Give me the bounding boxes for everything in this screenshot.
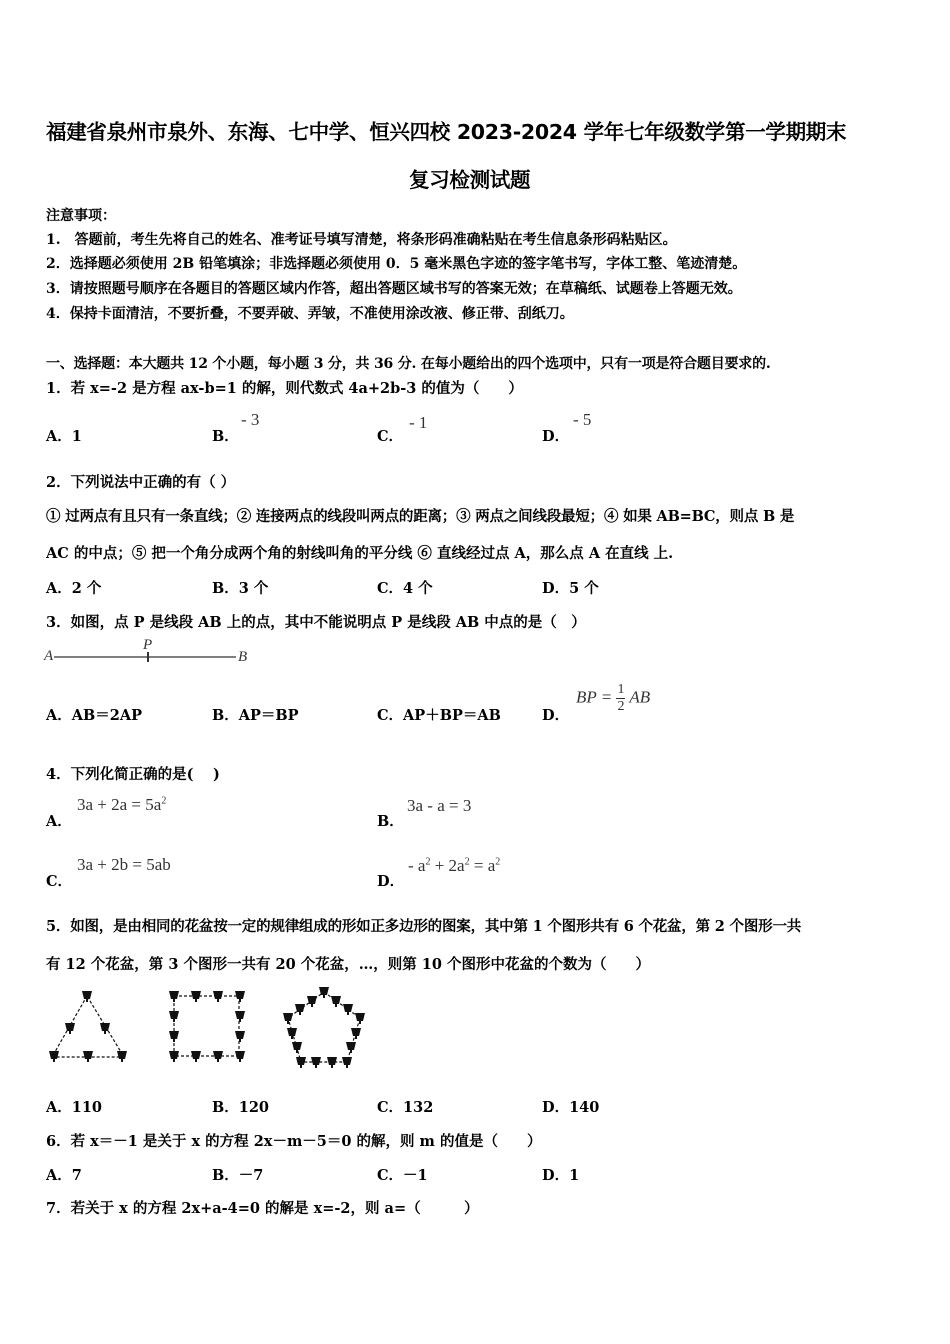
- q1-option-c-value: - 1: [409, 413, 428, 432]
- section-heading: 一、选择题：本大题共 12 个小题，每小题 3 分，共 36 分. 在每小题给出的四个选项中，只有一项是符合题目要求的.: [46, 356, 771, 372]
- q5-option-d: D．140: [542, 1099, 600, 1116]
- flowerpot-pattern-svg: [44, 982, 369, 1078]
- notice-heading: 注意事项：: [46, 208, 116, 224]
- q3-segment-figure: [44, 637, 260, 669]
- q1-option-d-label: D．: [542, 428, 570, 445]
- q6-option-c: C．－1: [377, 1167, 428, 1184]
- q5-option-c: C．132: [377, 1099, 434, 1116]
- point-b-label: B: [238, 649, 248, 665]
- q4-option-b-expr: 3a - a = 3: [407, 796, 472, 815]
- q2-option-c: C．4 个: [377, 580, 433, 597]
- q1-option-b-value: - 3: [241, 410, 260, 429]
- fraction-numerator: 1: [617, 682, 625, 697]
- expr-text: 3a + 2a = 5a: [77, 795, 162, 814]
- fraction-denominator: 2: [617, 699, 625, 714]
- q5-option-b: B．120: [212, 1099, 270, 1116]
- point-a-label: A: [44, 648, 54, 664]
- q5-option-a: A．110: [46, 1099, 103, 1116]
- q2-statements-line2: AC 的中点；⑤ 把一个角分成两个角的射线叫角的平分线 ⑥ 直线经过点 A，那么点 A 在直线 上.: [46, 545, 674, 562]
- q4-option-d-expr: [408, 856, 500, 876]
- q5-flowerpot-figures: [44, 982, 369, 1078]
- fraction-one-half: [616, 682, 625, 715]
- q4-option-d-label: D．: [377, 873, 405, 890]
- q3-option-b: B．AP＝BP: [212, 707, 299, 724]
- pentagon-pattern: [283, 987, 365, 1068]
- q1-option-d-value: - 5: [573, 410, 592, 429]
- q4-option-c-expr: 3a + 2b = 5ab: [77, 855, 171, 874]
- q1-stem: 1．若 x=-2 是方程 ax-b=1 的解，则代数式 4a+2b-3 的值为（ ）: [46, 380, 523, 397]
- q3-option-a: A．AB＝2AP: [46, 707, 142, 724]
- q1-option-a: A．1: [46, 428, 82, 445]
- notice-item-3: 3．请按照题号顺序在各题目的答题区域内作答，超出答题区域书写的答案无效；在草稿纸、试题卷上答题无效。: [46, 281, 742, 297]
- q2-option-a: A．2 个: [46, 580, 102, 597]
- q4-option-b-label: B．: [377, 813, 404, 830]
- expr-exponent: 2: [495, 856, 501, 868]
- expr-exponent: 2: [425, 856, 431, 868]
- page-title-line2: 复习检测试题: [409, 168, 531, 192]
- q4-option-c-label: C．: [46, 873, 73, 890]
- q4-stem: 4．下列化简正确的是( ): [46, 766, 220, 783]
- expr-part: = a: [469, 856, 496, 875]
- q3-option-c: C．AP＋BP＝AB: [377, 707, 501, 724]
- q4-option-a-expr: [77, 795, 166, 815]
- expr-part: - a: [408, 856, 426, 875]
- q3-option-d-label: D．: [542, 707, 570, 724]
- notice-item-2: 2．选择题必须使用 2B 铅笔填涂；非选择题必须使用 0．5 毫米黑色字迹的签字笔书写，字体工整、笔迹清楚。: [46, 256, 747, 272]
- q2-stem: 2．下列说法中正确的有（ ）: [46, 474, 236, 491]
- square-pattern: [169, 991, 245, 1062]
- expr-part: + 2a: [430, 856, 465, 875]
- q3-stem: 3．如图，点 P 是线段 AB 上的点，其中不能说明点 P 是线段 AB 中点的是（ ）: [46, 614, 586, 631]
- notice-item-4: 4．保持卡面清洁，不要折叠，不要弄破、弄皱，不准使用涂改液、修正带、刮纸刀。: [46, 306, 574, 322]
- q6-option-a: A．7: [46, 1167, 82, 1184]
- formula-left: BP =: [576, 687, 613, 707]
- q2-option-d: D．5 个: [542, 580, 599, 597]
- q6-option-d: D．1: [542, 1167, 580, 1184]
- expr-exponent: 2: [161, 795, 167, 807]
- triangle-pattern: [49, 991, 127, 1062]
- q5-stem-line2: 有 12 个花盆，第 3 个图形一共有 20 个花盆，…，则第 10 个图形中花盆的个数为（ ）: [46, 956, 651, 973]
- q1-option-b-label: B．: [212, 428, 239, 445]
- q5-stem-line1: 5．如图，是由相同的花盆按一定的规律组成的形如正多边形的图案，其中第 1 个图形共有 6 个花盆，第 2 个图形一共: [46, 918, 802, 935]
- q6-stem: 6．若 x＝－1 是关于 x 的方程 2x－m－5＝0 的解，则 m 的值是（ ）: [46, 1133, 542, 1150]
- q1-option-c-label: C．: [377, 428, 404, 445]
- expr-exponent: 2: [464, 856, 470, 868]
- q4-option-a-label: A．: [46, 813, 72, 830]
- q6-option-b: B．－7: [212, 1167, 264, 1184]
- point-p-label: P: [143, 637, 153, 653]
- page-title-line1: 福建省泉州市泉外、东海、七中学、恒兴四校 2023-2024 学年七年级数学第一学期期末: [46, 120, 847, 144]
- q2-option-b: B．3 个: [212, 580, 269, 597]
- q2-statements-line1: ① 过两点有且只有一条直线；② 连接两点的线段叫两点的距离；③ 两点之间线段最短；④ 如果 AB=BC，则点 B 是: [46, 508, 795, 525]
- q7-stem: 7．若关于 x 的方程 2x+a-4=0 的解是 x=-2，则 a=（ ）: [46, 1200, 479, 1217]
- formula-right: AB: [629, 687, 651, 707]
- notice-item-1: 1. 答题前，考生先将自己的姓名、准考证号填写清楚，将条形码准确粘贴在考生信息条形码粘贴区。: [46, 232, 677, 248]
- q3-option-d-formula: [576, 682, 650, 715]
